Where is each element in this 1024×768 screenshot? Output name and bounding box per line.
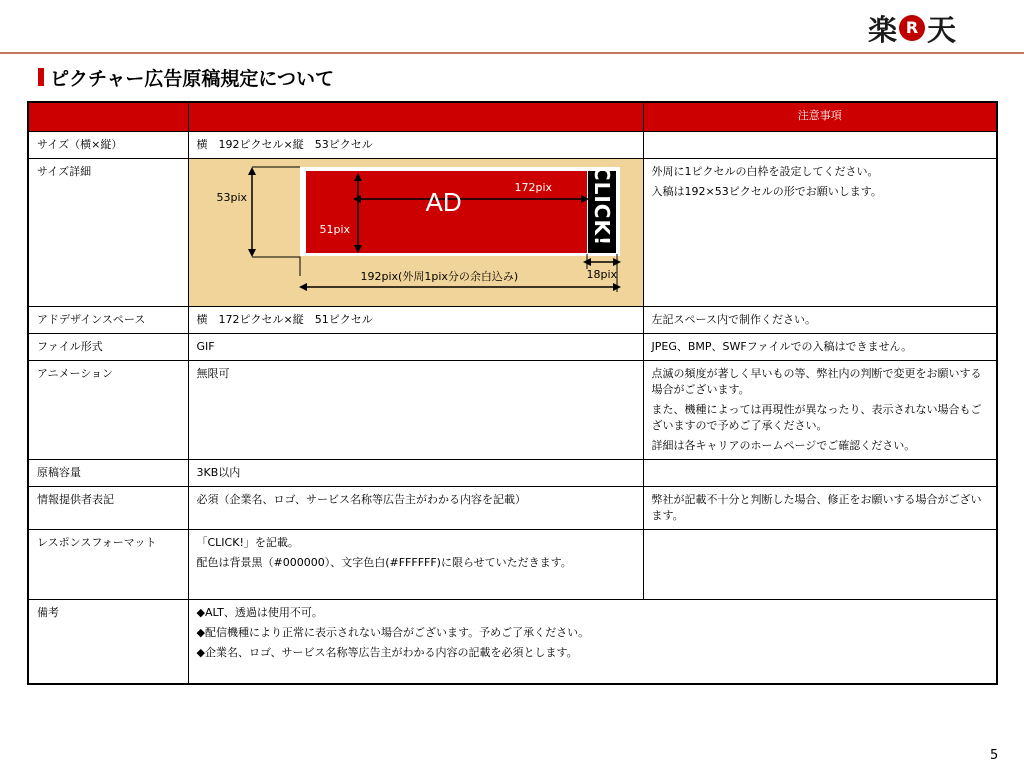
page-title-text: ピクチャー広告原稿規定について xyxy=(50,67,335,90)
row-notes xyxy=(643,530,997,600)
rakuten-logo xyxy=(868,10,956,46)
table-row xyxy=(28,334,997,361)
table-row xyxy=(28,159,997,307)
header-divider xyxy=(0,52,1024,54)
row-label: 情報提供者表記 xyxy=(28,487,188,530)
logo-text-left: 楽 xyxy=(868,12,898,47)
note-line: 詳細は各キャリアのホームページでご確認ください。 xyxy=(651,439,916,452)
row-notes: 弊社が記載不十分と判断した場合、修正をお願いする場合がございます。 xyxy=(643,487,997,530)
row-notes: 左記スペース内で制作ください。 xyxy=(643,307,997,334)
page-number: 5 xyxy=(990,748,999,763)
row-label: サイズ詳細 xyxy=(28,159,188,307)
height-leader-bottom xyxy=(252,257,300,276)
table-row xyxy=(28,530,997,600)
note-line: 入稿は192×53ピクセルの形でお願いします。 xyxy=(651,185,882,198)
table-header-row xyxy=(28,102,997,132)
row-notes xyxy=(643,132,997,159)
inner-height-label: 51pix xyxy=(319,223,351,236)
header-notes-cell: 注意事項 xyxy=(643,102,997,132)
row-label: アニメーション xyxy=(28,361,188,460)
spec-table xyxy=(27,101,998,685)
ad-text: AD xyxy=(425,187,462,217)
row-value: 横 192ピクセル×縦 53ピクセル xyxy=(188,132,643,159)
value-line: ◆企業名、ロゴ、サービス名称等広告主がわかる内容の記載を必須とします。 xyxy=(196,646,578,659)
note-line: また、機種によっては再現性が異なったり、表示されない場合もございますので予めご了承ください。 xyxy=(651,403,982,432)
note-line: 外周に1ピクセルの白枠を設定してください。 xyxy=(651,165,879,178)
value-line: 「CLICK!」を記載。 xyxy=(196,536,299,549)
logo-text-right: 天 xyxy=(927,12,957,47)
row-label: ファイル形式 xyxy=(28,334,188,361)
row-value: 無限可 xyxy=(188,361,643,460)
row-label: アドデザインスペース xyxy=(28,307,188,334)
click-text: CLICK! xyxy=(589,165,614,247)
table-row xyxy=(28,307,997,334)
table-row xyxy=(28,460,997,487)
row-notes: JPEG、BMP、SWFファイルでの入稿はできません。 xyxy=(643,334,997,361)
row-notes xyxy=(643,361,997,460)
row-notes xyxy=(643,460,997,487)
table-row xyxy=(28,132,997,159)
height-label: 53pix xyxy=(216,191,248,204)
row-value xyxy=(188,530,643,600)
row-label: レスポンスフォーマット xyxy=(28,530,188,600)
table-row xyxy=(28,487,997,530)
total-width-label: 192pix(外周1pix分の余白込み) xyxy=(360,270,519,283)
note-line: 点滅の頻度が著しく早いもの等、弊社内の判断で変更をお願いする場合がございます。 xyxy=(651,367,982,396)
row-value: 横 172ピクセル×縦 51ピクセル xyxy=(188,307,643,334)
click-width-label: 18pix xyxy=(586,268,618,281)
row-value: 必須（企業名、ロゴ、サービス名称等広告主がわかる内容を記載） xyxy=(188,487,643,530)
size-diagram xyxy=(197,164,635,301)
header-label-cell xyxy=(28,102,188,132)
value-line: 配色は背景黒（#000000）、文字色白(#FFFFFF)に限らせていただきます。 xyxy=(196,556,572,569)
row-value xyxy=(188,600,997,684)
page-title xyxy=(38,64,334,90)
row-notes xyxy=(643,159,997,307)
row-label: 備考 xyxy=(28,600,188,684)
row-label: サイズ（横×縦） xyxy=(28,132,188,159)
table-row xyxy=(28,600,997,684)
table-row xyxy=(28,361,997,460)
row-label: 原稿容量 xyxy=(28,460,188,487)
row-value: GIF xyxy=(188,334,643,361)
title-marker xyxy=(38,68,44,86)
value-line: ◆配信機種により正常に表示されない場合がございます。予めご了承ください。 xyxy=(196,626,590,639)
header-value-cell xyxy=(188,102,643,132)
logo-r-mark: R xyxy=(899,15,925,41)
width-label: 172pix xyxy=(514,181,553,194)
row-value: 3KB以内 xyxy=(188,460,643,487)
size-diagram-cell xyxy=(188,159,643,307)
value-line: ◆ALT、透過は使用不可。 xyxy=(196,606,323,619)
